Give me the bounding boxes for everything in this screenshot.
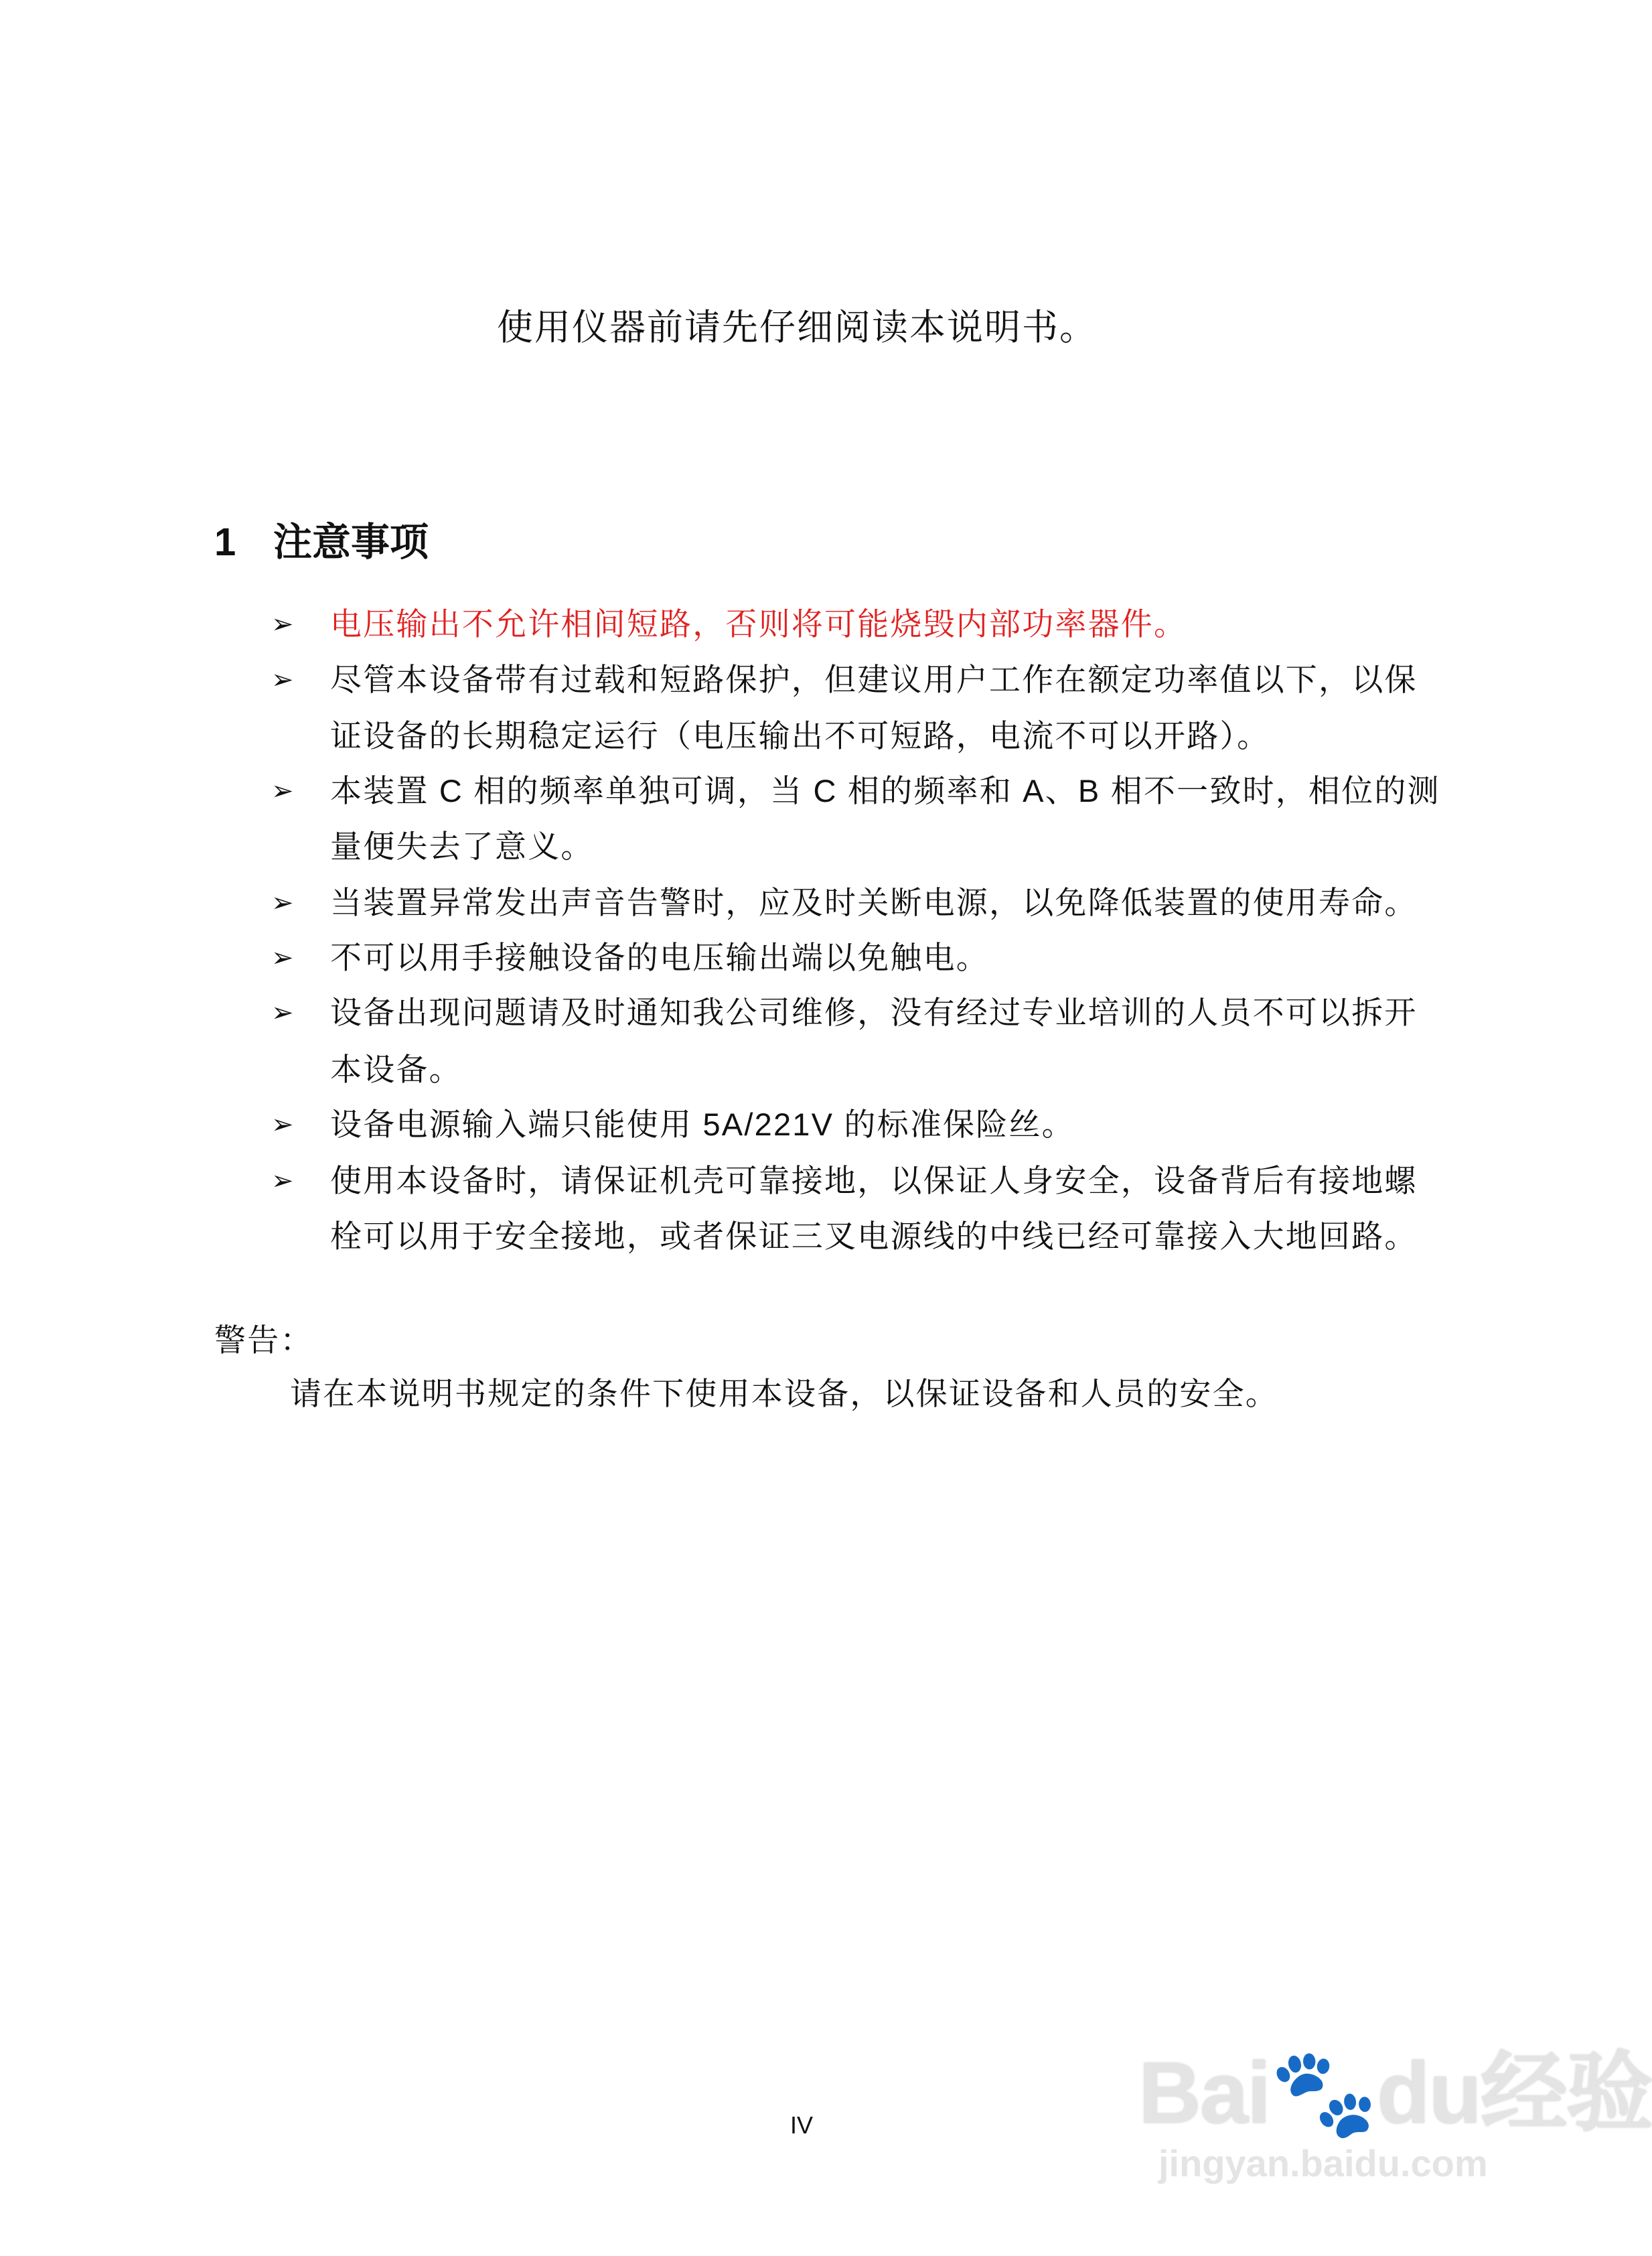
- list-item-text: 当装置异常发出声音告警时，应及时关断电源，以免降低装置的使用寿命。: [330, 885, 1418, 920]
- list-item-text: 不可以用手接触设备的电压输出端以免触电。: [330, 940, 989, 975]
- list-item-text: 量便失去了意义。: [330, 829, 594, 864]
- arrowhead-bullet-icon: ➢: [271, 776, 294, 806]
- warning-label: 警告：: [214, 1322, 313, 1358]
- arrowhead-bullet-icon: ➢: [271, 1110, 294, 1139]
- list-item-text: 栓可以用于安全接地，或者保证三叉电源线的中线已经可靠接入大地回路。: [330, 1218, 1418, 1254]
- baidu-jingyan-watermark: Bai🐾du经验 jingyan.baidu.com: [1138, 2044, 1652, 2184]
- arrowhead-bullet-icon: ➢: [271, 665, 294, 695]
- list-item-text: 使用本设备时，请保证机壳可靠接地，以保证人身安全，设备背后有接地螺: [330, 1163, 1418, 1198]
- list-item-text: 尽管本设备带有过载和短路保护，但建议用户工作在额定功率值以下，以保: [330, 662, 1418, 697]
- list-item-text: 证设备的长期稳定运行（电压输出不可短路，电流不可以开路）。: [330, 718, 1270, 754]
- section-heading: [214, 510, 429, 567]
- arrowhead-bullet-icon: ➢: [271, 1166, 294, 1196]
- list-item-text: 电压输出不允许相间短路，否则将可能烧毁内部功率器件。: [330, 606, 1187, 642]
- page-number: IV: [790, 2111, 814, 2139]
- section-title: 注意事项: [273, 520, 429, 564]
- arrowhead-bullet-icon: ➢: [271, 610, 294, 639]
- arrowhead-bullet-icon: ➢: [271, 888, 294, 918]
- arrowhead-bullet-icon: ➢: [271, 998, 294, 1028]
- list-item-text: 设备出现问题请及时通知我公司维修，没有经过专业培训的人员不可以拆开: [330, 995, 1418, 1030]
- list-item-text: 本装置 C 相的频率单独可调，当 C 相的频率和 A、B 相不一致时，相位的测: [330, 773, 1440, 808]
- arrowhead-bullet-icon: ➢: [271, 943, 294, 973]
- warning-text: 请在本说明书规定的条件下使用本设备，以保证设备和人员的安全。: [290, 1376, 1278, 1411]
- list-item-text: 本设备。: [330, 1052, 462, 1087]
- document-title: 使用仪器前请先仔细阅读本说明书。: [497, 307, 1097, 348]
- list-item-text: 设备电源输入端只能使用 5A/221V 的标准保险丝。: [330, 1107, 1075, 1142]
- section-number: 1: [214, 520, 236, 564]
